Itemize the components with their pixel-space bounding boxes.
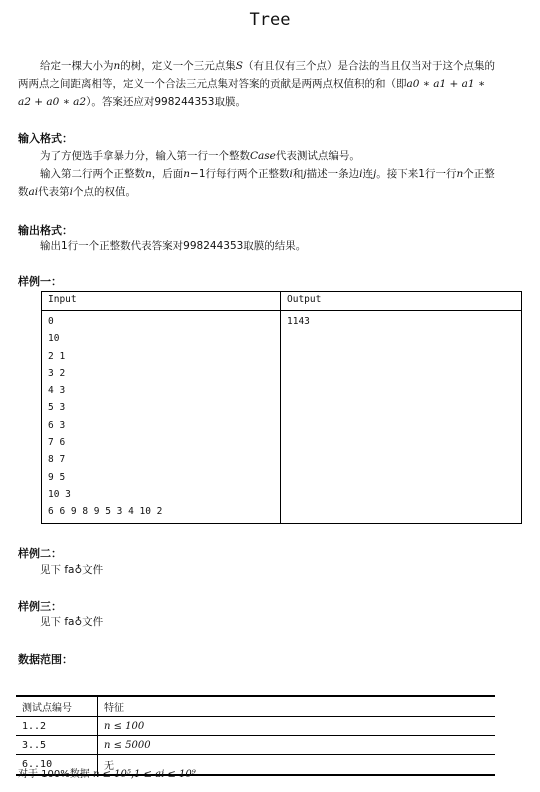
col-header-feature: 特征 <box>98 696 496 717</box>
sample2-text: 见下 fa♁文件 <box>40 564 104 576</box>
input-line: 8 7 <box>48 454 66 466</box>
text: 。接下来1行一行 <box>376 168 457 180</box>
sample1-output-cell <box>281 311 522 524</box>
range-id: 3..5 <box>16 736 98 755</box>
math-j: j <box>373 168 377 180</box>
input-line: 2 1 <box>48 350 66 362</box>
math-i: i <box>69 186 73 198</box>
table-row <box>16 717 495 736</box>
input-line: 9 5 <box>48 471 66 483</box>
text: 代表第 <box>38 186 70 198</box>
table-row <box>16 736 495 755</box>
output-format-line: 输出1行一个正整数代表答案对998244353取膜的结果。 <box>40 240 307 252</box>
range-id: 6..10 <box>16 755 98 776</box>
math-s: S <box>235 60 243 72</box>
sample1-input-cell <box>42 311 281 524</box>
math-case: Case <box>250 150 276 162</box>
note-formula: n ≤ 10⁵,1 ≤ ai ≤ 10⁹ <box>92 769 196 780</box>
description-paragraph <box>18 57 498 111</box>
input-line: 6 6 9 8 9 5 3 4 10 2 <box>48 506 163 518</box>
math-n: n <box>145 168 152 180</box>
description-text: ）。答案还应对998244353取膜。 <box>86 96 246 108</box>
math-formula: a0 ∗ a1 + a1 ∗ a2 + a0 ∗ a2 <box>18 78 486 108</box>
math-i: i <box>289 168 293 180</box>
description-text: （有且仅有三个点）是合法的当且仅当对于这个点集的两两点之间距离相等，定义一个合法三元点集对答案的贡献是两两点权值积的和（即 <box>18 60 495 90</box>
input-format-line2 <box>18 165 498 201</box>
note-prefix: 对于 100%数据 <box>18 769 93 780</box>
input-line: 3 2 <box>48 367 66 379</box>
input-line: 0 <box>48 316 54 327</box>
input-line: 4 3 <box>48 385 66 397</box>
math-n: n <box>183 168 191 180</box>
constraint-note <box>18 765 196 780</box>
sample3-text: 见下 fa♁文件 <box>40 616 104 628</box>
text: 和 <box>292 168 304 180</box>
text: 为了方便选手拿暴力分，输入第一行一个整数 <box>40 150 250 162</box>
output-line: 1143 <box>287 316 310 327</box>
col-header-id: 测试点编号 <box>16 696 98 717</box>
range-feature: n ≤ 5000 <box>98 736 496 755</box>
sample3-heading: 样例三： <box>18 600 62 613</box>
data-range-heading: 数据范围： <box>18 653 73 666</box>
output-header: Output <box>281 292 522 311</box>
text: 输入第二行两个正整数 <box>40 168 145 180</box>
input-line: 7 6 <box>48 437 66 449</box>
range-id: 1..2 <box>16 717 98 736</box>
input-line: 6 3 <box>48 419 66 431</box>
text: ，后面 <box>151 168 184 180</box>
data-range-table <box>16 695 495 776</box>
math-ai: ai <box>28 186 39 198</box>
output-format-heading: 输出格式： <box>18 224 73 237</box>
description-text: 的树，定义一个三元点集 <box>120 60 236 72</box>
sample1-heading: 样例一： <box>18 275 62 288</box>
input-line: 10 3 <box>48 488 71 500</box>
text: 代表测试点编号。 <box>275 150 360 162</box>
math-j: j <box>303 168 307 180</box>
range-feature: n ≤ 100 <box>98 717 496 736</box>
math-i: i <box>359 168 363 180</box>
range-feature: 无 <box>98 755 496 776</box>
input-format-line1 <box>18 147 498 165</box>
description-text: 给定一棵大小为 <box>40 60 114 72</box>
text: −1行每行两个正整数 <box>190 168 290 180</box>
input-format-heading: 输入格式： <box>18 132 73 145</box>
math-n: n <box>456 168 464 180</box>
text: 个点的权值。 <box>72 186 136 198</box>
input-header: Input <box>42 292 281 311</box>
input-line: 5 3 <box>48 402 66 414</box>
page-title: Tree <box>249 10 291 30</box>
input-line: 10 <box>48 333 60 345</box>
text: 个正整数 <box>18 168 495 198</box>
sample1-table <box>41 291 522 524</box>
math-n: n <box>113 60 121 72</box>
sample2-heading: 样例二： <box>18 547 62 560</box>
text: 描述一条边 <box>306 168 360 180</box>
text: 连 <box>362 168 373 180</box>
